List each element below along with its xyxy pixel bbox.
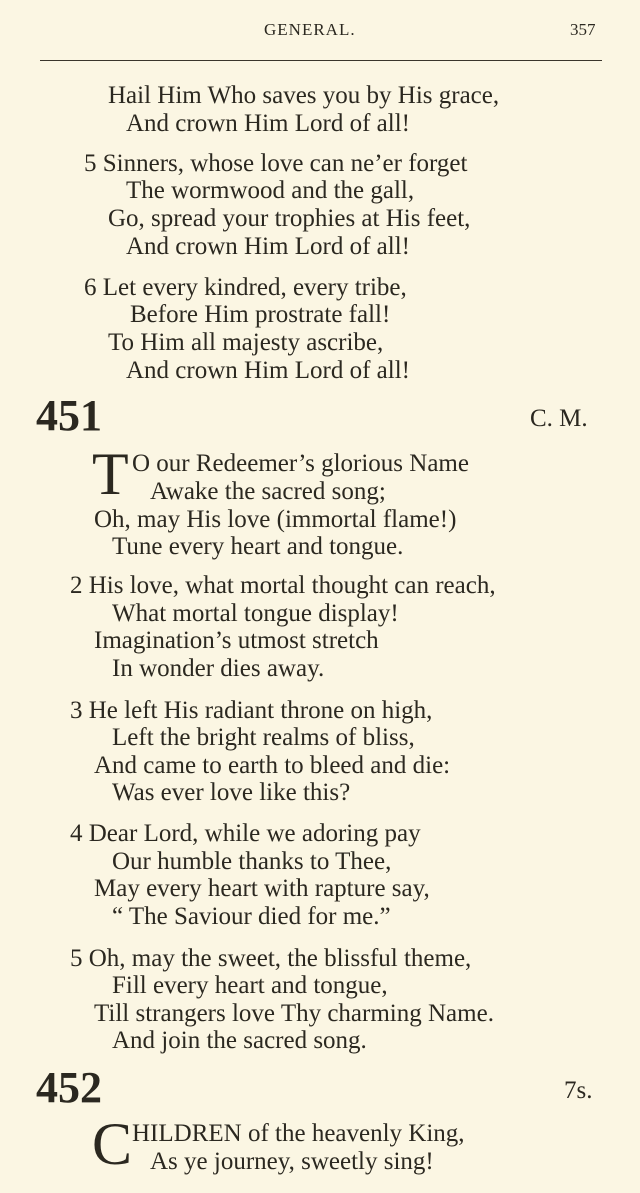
verse-line: Left the bright realms of bliss, [112,724,415,751]
verse-line: Tune every heart and tongue. [112,533,404,560]
verse-line: As ye journey, sweetly sing! [150,1148,434,1175]
verse-line: Oh, may His love (immortal flame!) [94,506,457,533]
verse-line: Was ever love like this? [112,779,351,806]
verse-line: And crown Him Lord of all! [126,233,410,260]
verse-line: “ The Saviour died for me.” [112,903,391,930]
drop-cap: T [92,441,129,507]
verse-line: Hail Him Who saves you by His grace, [108,82,500,109]
verse-line: And came to earth to bleed and die: [94,752,451,779]
verse-line: Fill every heart and tongue, [112,972,388,999]
verse-line: Before Him prostrate fall! [130,301,391,328]
verse-line: 4 Dear Lord, while we adoring pay [70,820,421,847]
verse-line: And crown Him Lord of all! [126,357,410,384]
hymn-number: 452 [36,1063,102,1112]
verse-line: 6 Let every kindred, every tribe, [84,274,407,301]
running-head [0,20,640,44]
verse-line: The wormwood and the gall, [126,177,415,204]
header-rule [40,60,602,61]
verse-line: 2 His love, what mortal thought can reach, [70,572,496,599]
verse-line: May every heart with rapture say, [94,875,430,902]
hymn-number: 451 [36,391,102,440]
verse-line: O our Redeemer’s glorious Name [132,450,469,477]
verse-line: 3 He left His radiant throne on high, [70,697,433,724]
verse-line: HILDREN of the heavenly King, [132,1120,465,1147]
verse-line: And join the sacred song. [112,1027,367,1054]
verse-line: What mortal tongue display! [112,600,399,627]
verse-line: And crown Him Lord of all! [126,110,410,137]
hymn-meter: C. M. [530,405,588,432]
hymn-meter: 7s. [564,1077,593,1104]
verse-line: Till strangers love Thy charming Name. [94,1000,494,1027]
verse-line: Go, spread your trophies at His feet, [108,205,471,232]
section-title: GENERAL. [264,20,356,39]
verse-line: 5 Oh, may the sweet, the blissful theme, [70,945,472,972]
verse-line: Imagination’s utmost stretch [94,627,379,654]
page-number: 357 [570,20,596,39]
verse-line: To Him all majesty ascribe, [108,329,384,356]
verse-line: In wonder dies away. [112,655,325,682]
drop-cap: C [92,1111,133,1177]
verse-line: Our humble thanks to Thee, [112,848,392,875]
verse-line: Awake the sacred song; [150,478,386,505]
verse-line: 5 Sinners, whose love can ne’er forget [84,150,468,177]
